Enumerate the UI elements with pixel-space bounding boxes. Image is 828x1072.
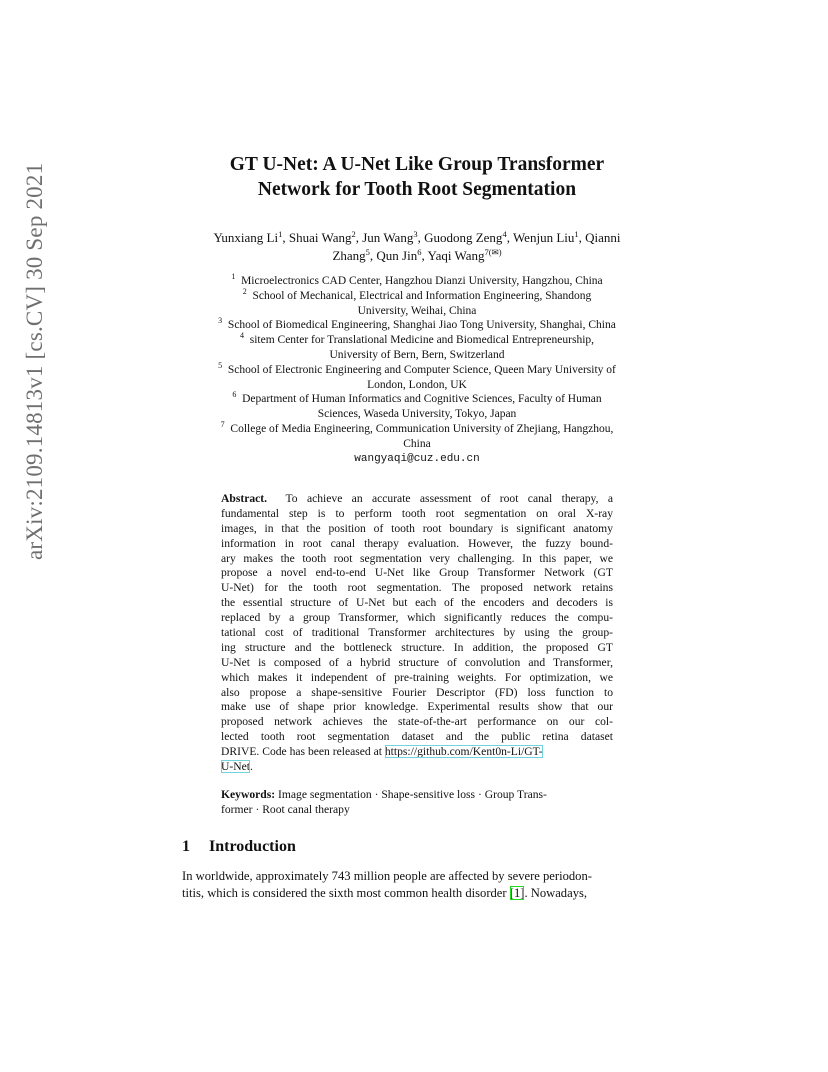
author: Wenjun Liu$^1$, [512,228,586,245]
code-link-cont[interactable]: U-Net [221,760,250,774]
abstract-line: fundamental step is to perform tooth root segmentation on oral X-ray [221,506,613,520]
keywords [221,788,613,818]
affiliation-cont: China [403,437,431,450]
intro-line: In worldwide, approximately 743 million people are affected by severe periodon- [182,869,592,883]
arxiv-identifier: arXiv:2109.14813v1 [cs.CV] 30 Sep 2021 [22,162,47,560]
author: Guodong Zeng$^4$, [424,228,513,245]
affiliation-cont: Sciences, Waseda University, Tokyo, Japan [317,408,517,421]
title-line: Network for Tooth Root Segmentation [257,179,577,200]
abstract-line: ary makes the tooth root segmentation very challenging. In this paper, we [221,551,613,565]
affiliation: $^6$ Department of Human Informatics and Cognitive Sciences, Faculty of Human [232,390,602,406]
author-last-name: Zhang [332,248,366,263]
keywords-line: Keywords: Image segmentation · Shape-sensitive loss · Group Trans- [221,788,547,801]
affiliation: $^4$ sitem Center for Translational Medicine and Biomedical Entrepreneurship, [239,331,595,347]
author-list: Yunxiang Li$^1$, Shuai Wang$^2$, Jun Wang$^3$, Guodong Zeng$^4$, Wenjun Liu$^1$, Qianni Zhang$^5$, Qun Jin$^6$, Yaqi Wang$^{7(✉)}$ [213,228,621,263]
affiliation-cont: University, Weihai, China [357,304,477,317]
title-line: GT U-Net: A U-Net Like Group Transformer [229,154,605,175]
affiliation: $^5$ School of Electronic Engineering and Computer Science, Queen Mary University of [218,360,616,376]
author: Yaqi Wang$^{7(✉)}$ [427,246,502,263]
author: Shuai Wang$^2$, [288,228,363,245]
abstract-line: U-Net) for the tooth root segmentation. The proposed network retains [221,581,613,595]
abstract-line: Abstract. To achieve an accurate assessment of root canal therapy, a [221,492,613,505]
affiliation: $^7$ College of Media Engineering, Communication University of Zhejiang, Hangzhou, [220,420,614,435]
abstract-line: U-Net is composed of a hybrid structure of convolution and Transformer, [221,655,613,669]
author: Jun Wang$^3$, [362,228,425,245]
abstract-line: ing structure and the bottleneck structure. In addition, the proposed GT [221,640,613,654]
abstract-label: Abstract. [221,492,268,505]
affiliation-cont: University of Bern, Bern, Switzerland [329,348,505,361]
section-number: 1 [182,838,190,855]
affiliation: $^1$ Microelectronics CAD Center, Hangzhou Dianzi University, Hangzhou, China [231,272,603,287]
abstract-line: propose a novel end-to-end U-Net like Group Transformer Network (GT [221,566,613,580]
abstract [221,492,613,775]
contact-email: wangyaqi@cuz.edu.cn [354,452,480,465]
affiliation: $^3$ School of Biomedical Engineering, Shanghai Jiao Tong University, Shanghai, China [218,316,616,332]
abstract-line: tational cost of traditional Transformer architectures by using the group- [221,626,613,640]
author: Yunxiang Li$^1$, [213,228,289,245]
abstract-line: information in root canal therapy evaluation. However, the fuzzy bound- [221,536,613,550]
keywords-label: Keywords: [221,788,276,801]
affiliation: $^2$ School of Mechanical, Electrical and Information Engineering, Shandong [242,286,592,302]
abstract-line: the essential structure of U-Net but each of the encoders and decoders is [221,596,613,610]
affiliation-cont: London, London, UK [367,378,467,391]
abstract-line: proposed network achieves the state-of-the-art performance on our col- [221,715,613,729]
abstract-line: DRIVE. Code has been released at https://github.com/Kent0n-Li/GT- [221,745,543,759]
paper-title [150,152,684,202]
affiliations [170,274,664,466]
abstract-line: images, in that the position of tooth root boundary is significant anatomy [221,521,613,535]
abstract-line: make use of shape prior knowledge. Experimental results show that our [221,700,613,714]
intro-line: titis, which is considered the sixth most common health disorder [1]. Nowadays, [182,886,588,900]
intro-paragraph [182,868,652,902]
citation-link[interactable]: [1] [509,886,525,900]
abstract-line: also propose a shape-sensitive Fourier Descriptor (FD) loss function to [221,685,613,699]
abstract-line: replaced by a group Transformer, which significantly reduces the compu- [221,611,613,625]
section-heading [182,838,296,856]
keywords-line: former · Root canal therapy [221,802,350,816]
author-sup: 5 [365,246,370,257]
abstract-line: which makes it independent of pre-training weights. For optimization, we [221,670,613,684]
abstract-line: lected tooth root segmentation dataset and the public retina dataset [221,730,613,744]
abstract-line: U-Net. [221,760,253,774]
author: Qun Jin$^6$, [376,246,428,263]
author-first-name: Qianni [585,230,621,245]
section-title: Introduction [209,838,296,855]
code-link[interactable]: https://github.com/Kent0n-Li/GT- [384,745,543,759]
